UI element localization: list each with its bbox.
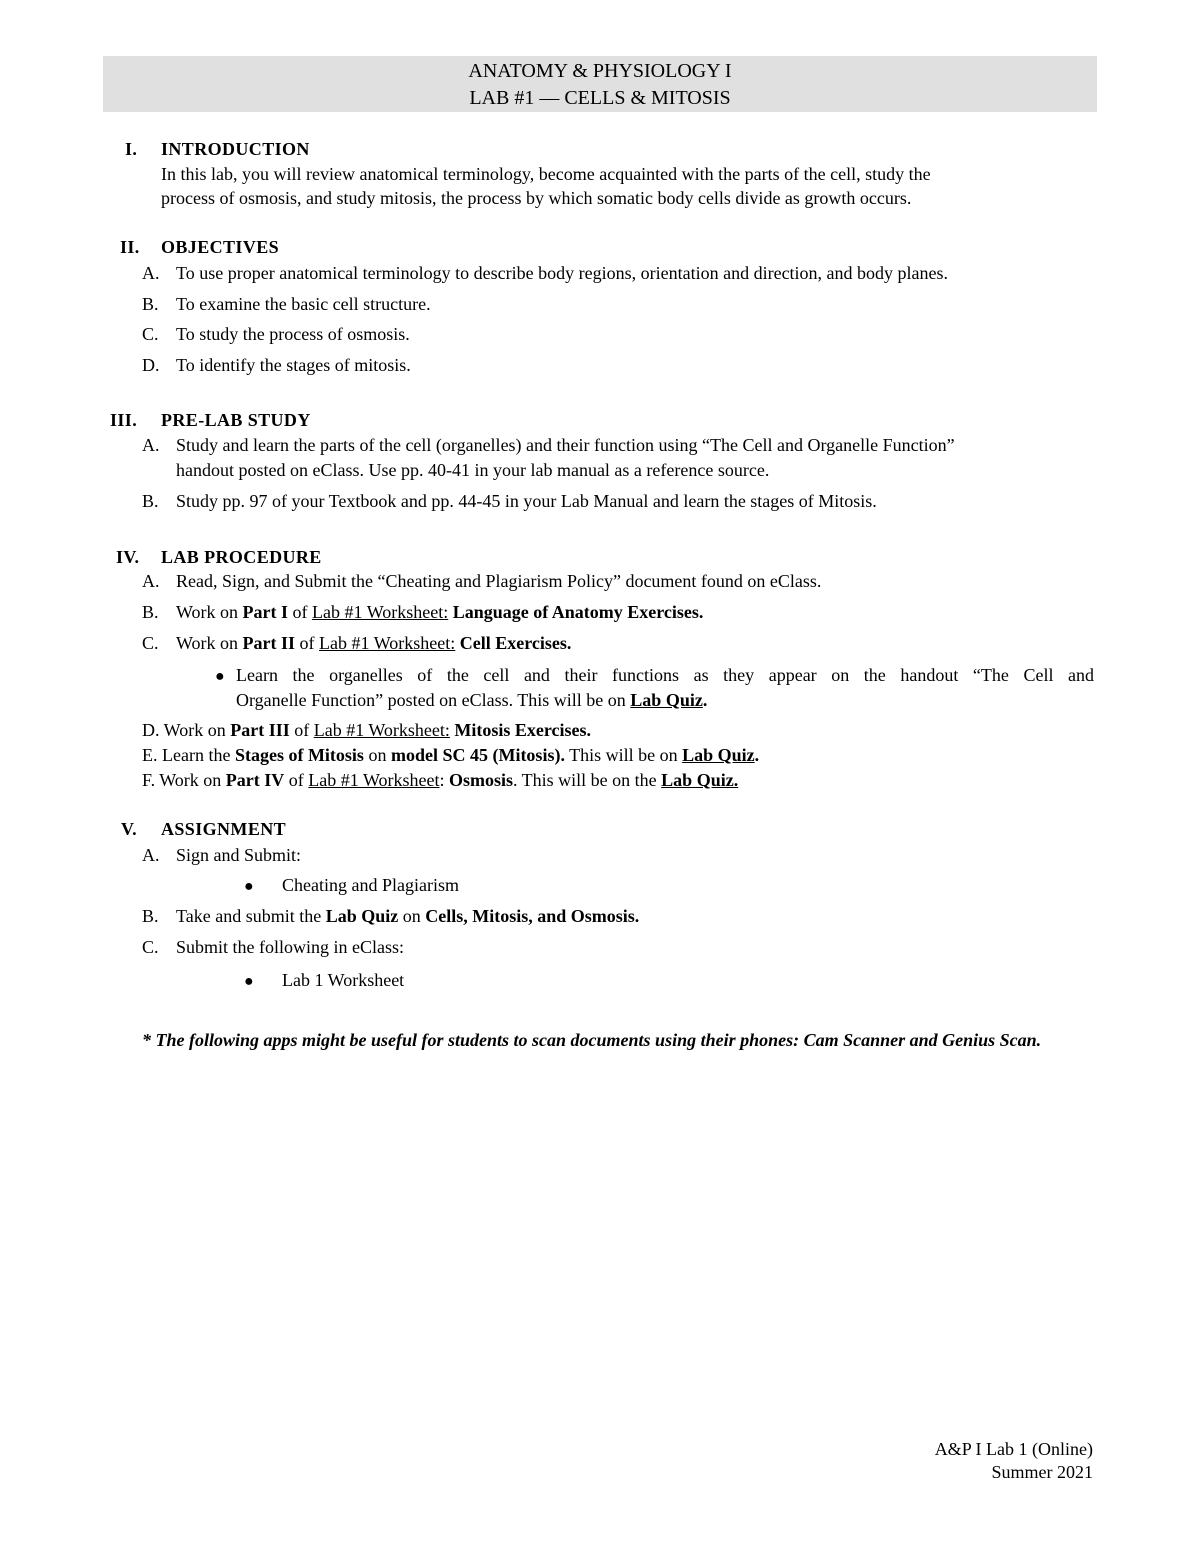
section-number: IV. [116,547,140,567]
footer-term: Summer 2021 [991,1462,1093,1482]
scanner-apps-note: * The following apps might be useful for students to scan documents using their phones: Cam Scanner and Genius Scan. [142,1030,1042,1050]
procedure-f-line [142,768,738,793]
text: of [295,633,320,653]
prelab-letter: A. [142,435,160,455]
text: . [754,745,760,765]
page-footer [935,1438,1093,1484]
exercise-title: Osmosis [448,770,513,790]
lab-quiz-link[interactable]: Lab Quiz. [661,770,739,790]
procedure-a-text: Read, Sign, and Submit the “Cheating and Plagiarism Policy” document found on eClass. [176,571,822,591]
section-title: ASSIGNMENT [161,819,287,839]
objective-letter: D. [142,355,160,375]
worksheet-link[interactable]: Lab #1 Worksheet: [319,633,456,653]
prelab-a-line-2: handout posted on eClass. Use pp. 40-41 in your lab manual as a reference source. [176,460,770,480]
text: E. Learn the [142,745,235,765]
bullet-icon: ● [215,668,225,685]
bullet-icon: ● [244,878,254,895]
procedure-letter: A. [142,571,160,591]
section-title: OBJECTIVES [161,237,280,257]
procedure-letter: C. [142,633,159,653]
exercise-title: Mitosis Exercises. [454,720,592,740]
document-title-banner [103,56,1097,112]
assignment-letter: C. [142,937,159,957]
part-label: Part II [242,633,296,653]
exercise-title: Cell Exercises. [459,633,572,653]
objective-text: To examine the basic cell structure. [176,294,431,314]
prelab-letter: B. [142,491,159,511]
assignment-letter: A. [142,845,160,865]
text: Organelle Function” posted on eClass. This will be on [236,690,631,710]
assignment-b-line [176,904,639,929]
procedure-b-line [176,600,703,625]
worksheet-link[interactable]: Lab #1 Worksheet: [312,602,449,622]
exercise-title: Language of Anatomy Exercises. [452,602,704,622]
course-title: ANATOMY & PHYSIOLOGY I [468,60,732,82]
text: : [439,770,449,790]
lab-title: LAB #1 — CELLS & MITOSIS [469,87,731,109]
procedure-letter: B. [142,602,159,622]
part-label: Part III [230,720,290,740]
assignment-c-bullet: Lab 1 Worksheet [282,970,405,990]
footer-course: A&P I Lab 1 (Online) [934,1439,1093,1459]
procedure-e-line [142,743,759,768]
worksheet-link[interactable]: Lab #1 Worksheet [308,770,440,790]
assignment-a-bullet: Cheating and Plagiarism [282,875,459,895]
text: Work on [176,633,243,653]
text: . This will be on the [513,770,662,790]
section-number: III. [110,410,138,430]
section-number: II. [120,237,140,257]
procedure-c-line [176,631,571,656]
assignment-letter: B. [142,906,159,926]
text: on [398,906,426,926]
objective-text: To study the process of osmosis. [176,324,410,344]
objective-letter: B. [142,294,159,314]
intro-line-2: process of osmosis, and study mitosis, the process by which somatic body cells divide as growth occurs. [161,188,912,208]
text: of [288,602,313,622]
section-title: PRE-LAB STUDY [161,410,311,430]
text: of [284,770,309,790]
procedure-bullet-line-1: Learn the organelles of the cell and their functions as they appear on the handout “The Cell and [236,665,1094,685]
topics-label: Cells, Mitosis, and Osmosis. [425,906,640,926]
objective-text: To use proper anatomical terminology to describe body regions, orientation and direction, and body planes. [176,263,949,283]
text: of [289,720,314,740]
text: D. Work on [142,720,231,740]
prelab-a-line-1: Study and learn the parts of the cell (organelles) and their function using “The Cell and Organelle Function” [176,435,955,455]
text: Take and submit the [176,906,326,926]
lab-quiz-link[interactable]: Lab Quiz [630,690,703,710]
text: F. Work on [142,770,226,790]
text: This will be on [564,745,683,765]
procedure-bullet-line-2 [236,688,707,713]
section-number: I. [125,139,138,159]
procedure-d-line [142,718,591,743]
stages-label: Stages of Mitosis [234,745,364,765]
section-title: INTRODUCTION [161,139,310,159]
part-label: Part I [242,602,289,622]
intro-line-1: In this lab, you will review anatomical terminology, become acquainted with the parts of the cell, study the [161,164,931,184]
part-label: Part IV [225,770,285,790]
assignment-a-text: Sign and Submit: [176,845,302,865]
text: on [363,745,391,765]
objective-text: To identify the stages of mitosis. [176,355,411,375]
bullet-icon: ● [244,973,254,990]
text: . [702,690,708,710]
quiz-label: Lab Quiz [325,906,399,926]
prelab-b-text: Study pp. 97 of your Textbook and pp. 44-45 in your Lab Manual and learn the stages of Mitosis. [176,491,877,511]
assignment-c-text: Submit the following in eClass: [176,937,404,957]
objective-letter: A. [142,263,160,283]
section-number: V. [121,819,137,839]
text: Work on [176,602,243,622]
worksheet-link[interactable]: Lab #1 Worksheet: [313,720,450,740]
model-label: model SC 45 (Mitosis). [390,745,565,765]
section-title: LAB PROCEDURE [161,547,322,567]
objective-letter: C. [142,324,159,344]
lab-quiz-link[interactable]: Lab Quiz [682,745,755,765]
